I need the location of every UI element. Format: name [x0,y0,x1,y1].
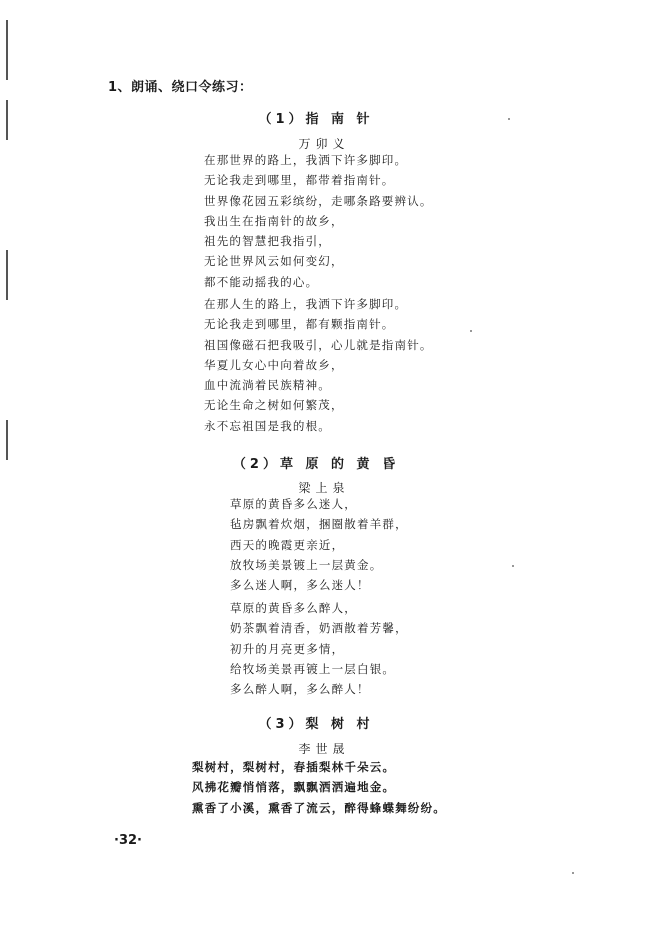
poem-line: 熏香了小溪，熏香了流云，醉得蜂蝶舞纷纷。 [192,800,446,815]
poem-line: 梨树村，梨树村，春插梨林千朵云。 [192,760,396,774]
stanza [192,757,446,818]
section-author-compass: 万卯义 [298,137,350,151]
poem-line: 我出生在指南针的故乡， [204,213,344,228]
poem-line: 华夏儿女心中向着故乡， [204,357,344,372]
poem-line: 祖先的智慧把我指引， [204,234,331,249]
exercise-heading: 1、朗诵、绕口令练习： [108,80,253,95]
poem-line: 西天的晚霞更亲近， [230,537,345,552]
poem-line: 无论我走到哪里，都有颗指南针。 [204,317,395,332]
poem-line: 永不忘祖国是我的根。 [204,418,331,433]
scan-speck [512,565,514,567]
poem-line: 草原的黄昏多么醉人， [230,601,357,615]
section-title-grassland-dusk: （2）草 原 的 黄 昏 [232,457,400,472]
scan-edge-mark [6,250,8,300]
poem-line: 草原的黄昏多么迷人， [230,497,357,511]
poem-line: 无论世界风云如何变幻， [204,254,344,269]
poem-line: 祖国像磁石把我吸引，心儿就是指南针。 [204,337,433,352]
poem-line: 无论我走到哪里，都带着指南针。 [204,173,395,188]
poem-line: 在那人生的路上，我洒下许多脚印。 [204,297,408,311]
section-author-grassland-dusk: 梁上泉 [298,481,350,495]
poem-line: 多么醉人啊，多么醉人！ [230,682,370,697]
section-title-compass: （1）指 南 针 [258,112,374,127]
poem-line: 世界像花园五彩缤纷，走哪条路要辨认。 [204,193,433,208]
poem-line: 都不能动摇我的心。 [204,274,319,289]
poem-line: 毡房飘着炊烟，捆圈散着羊群， [230,517,408,532]
page-number: ·32· [114,833,142,848]
scan-speck [572,872,574,874]
scan-speck [470,330,472,332]
poem-line: 初升的月亮更多情， [230,641,345,656]
scan-edge-mark [6,20,8,80]
poem-line: 在那世界的路上，我洒下许多脚印。 [204,153,408,167]
stanza [204,294,433,436]
poem-line: 多么迷人啊，多么迷人！ [230,578,370,593]
stanza [230,598,408,699]
poem-line: 无论生命之树如何繁茂， [204,398,344,413]
poem-line: 血中流淌着民族精神。 [204,378,331,393]
poem-line: 放牧场美景镀上一层黄金。 [230,557,383,572]
poem-line: 奶茶飘着清香，奶酒散着芳馨， [230,621,408,636]
stanza [230,494,408,595]
stanza [204,150,433,292]
section-title-pear-village: （3）梨 树 村 [258,717,374,732]
section-author-pear-village: 李世晟 [298,742,350,756]
poem-line: 风拂花瓣悄悄落，飘飘洒洒遍地金。 [192,780,396,795]
poem-line: 给牧场美景再镀上一层白银。 [230,661,396,676]
